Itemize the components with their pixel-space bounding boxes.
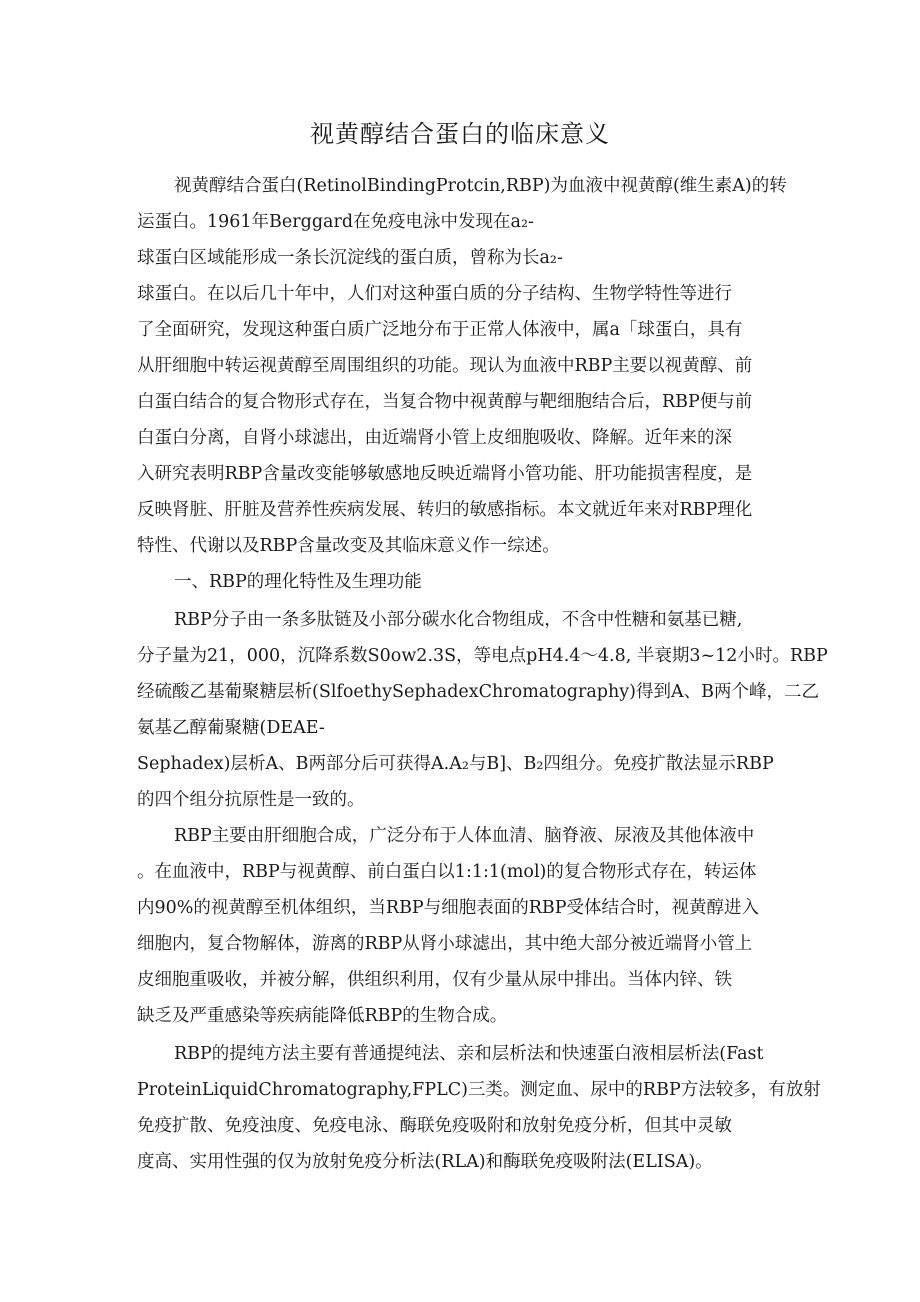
paragraph-line: 皮细胞重吸收，并被分解，供组织利用，仅有少量从尿中排出。当体内锌、铁 — [137, 970, 732, 990]
paragraph-line: 运蛋白。1961年Berggard在免疫电泳中发现在a₂- — [137, 212, 534, 232]
paragraph-line: 氨基乙醇葡聚糖(DEAE- — [137, 718, 325, 738]
paragraph-line: 内90%的视黄醇至机体组织，当RBP与细胞表面的RBP受体结合时，视黄醇进入 — [137, 898, 760, 918]
paragraph-line: 。在血液中，RBP与视黄醇、前白蛋白以1:1:1(mol)的复合物形式存在，转运体 — [137, 862, 757, 882]
paragraph-line: 细胞内，复合物解体，游离的RBP从肾小球滤出，其中绝大部分被近端肾小管上 — [137, 934, 753, 954]
paragraph-line: 分子量为21，000，沉降系数S0ow2.3S，等电点pH4.4〜4.8, 半衰期3~12小时。RBP — [137, 646, 828, 666]
paragraph-line: 球蛋白区域能形成一条长沉淀线的蛋白质，曾称为长a₂- — [137, 248, 563, 268]
paragraph-line: 反映肾脏、肝脏及营养性疾病发展、转归的敏感指标。本文就近年来对RBP理化 — [137, 500, 753, 520]
document-title: 视黄醇结合蛋白的临床意义 — [310, 120, 610, 148]
paragraph-line: 从肝细胞中转运视黄醇至周围组织的功能。现认为血液中RBP主要以视黄醇、前 — [137, 356, 753, 376]
paragraph-line: 球蛋白。在以后几十年中，人们对这种蛋白质的分子结构、生物学特性等进行 — [137, 284, 732, 304]
paragraph-line: Sephadex)层析A、B两部分后可获得A.A₂与B]、B₂四组分。免疫扩散法显示RBP — [137, 754, 774, 774]
paragraph-line: 特性、代谢以及RBP含量改变及其临床意义作一综述。 — [137, 536, 560, 556]
section-heading: 一、RBP的理化特性及生理功能 — [174, 572, 422, 592]
paragraph-line: 的四个组分抗原性是一致的。 — [137, 790, 365, 810]
paragraph-line: 缺乏及严重感染等疾病能降低RBP的生物合成。 — [137, 1006, 508, 1026]
paragraph-line: RBP主要由肝细胞合成，广泛分布于人体血清、脑脊液、尿液及其他体液中 — [174, 826, 755, 846]
paragraph-line: 白蛋白结合的复合物形式存在，当复合物中视黄醇与靶细胞结合后，RBP便与前 — [137, 392, 753, 412]
paragraph-line: RBP分子由一条多肽链及小部分碳水化合物组成，不含中性糖和氨基已糖, — [174, 610, 743, 630]
paragraph-line: 度高、实用性强的仅为放射免疫分析法(RLA)和酶联免疫吸附法(ELISA)。 — [137, 1152, 713, 1172]
paragraph-line: 视黄醇结合蛋白(RetinolBindingProtcin,RBP)为血液中视黄醇(维生素A)的转 — [174, 176, 787, 196]
paragraph-line: 入研究表明RBP含量改变能够敏感地反映近端肾小管功能、肝功能损害程度，是 — [137, 464, 753, 484]
paragraph-line: 了全面研究，发现这种蛋白质广泛地分布于正常人体液中，属a「球蛋白，具有 — [137, 320, 743, 340]
paragraph-line: ProteinLiquidChromatography,FPLC)三类。测定血、尿中的RBP方法较多，有放射 — [137, 1080, 821, 1100]
paragraph-line: 白蛋白分离，自肾小球滤出，由近端肾小管上皮细胞吸收、降解。近年来的深 — [137, 428, 732, 448]
paragraph-line: RBP的提纯方法主要有普通提纯法、亲和层析法和快速蛋白液相层析法(Fast — [174, 1044, 764, 1064]
paragraph-line: 免疫扩散、免疫浊度、免疫电泳、酶联免疫吸附和放射免疫分析，但其中灵敏 — [137, 1116, 732, 1136]
paragraph-line: 经硫酸乙基葡聚糖层析(SlfoethySephadexChromatography)得到A、B两个峰，二乙 — [137, 682, 819, 702]
